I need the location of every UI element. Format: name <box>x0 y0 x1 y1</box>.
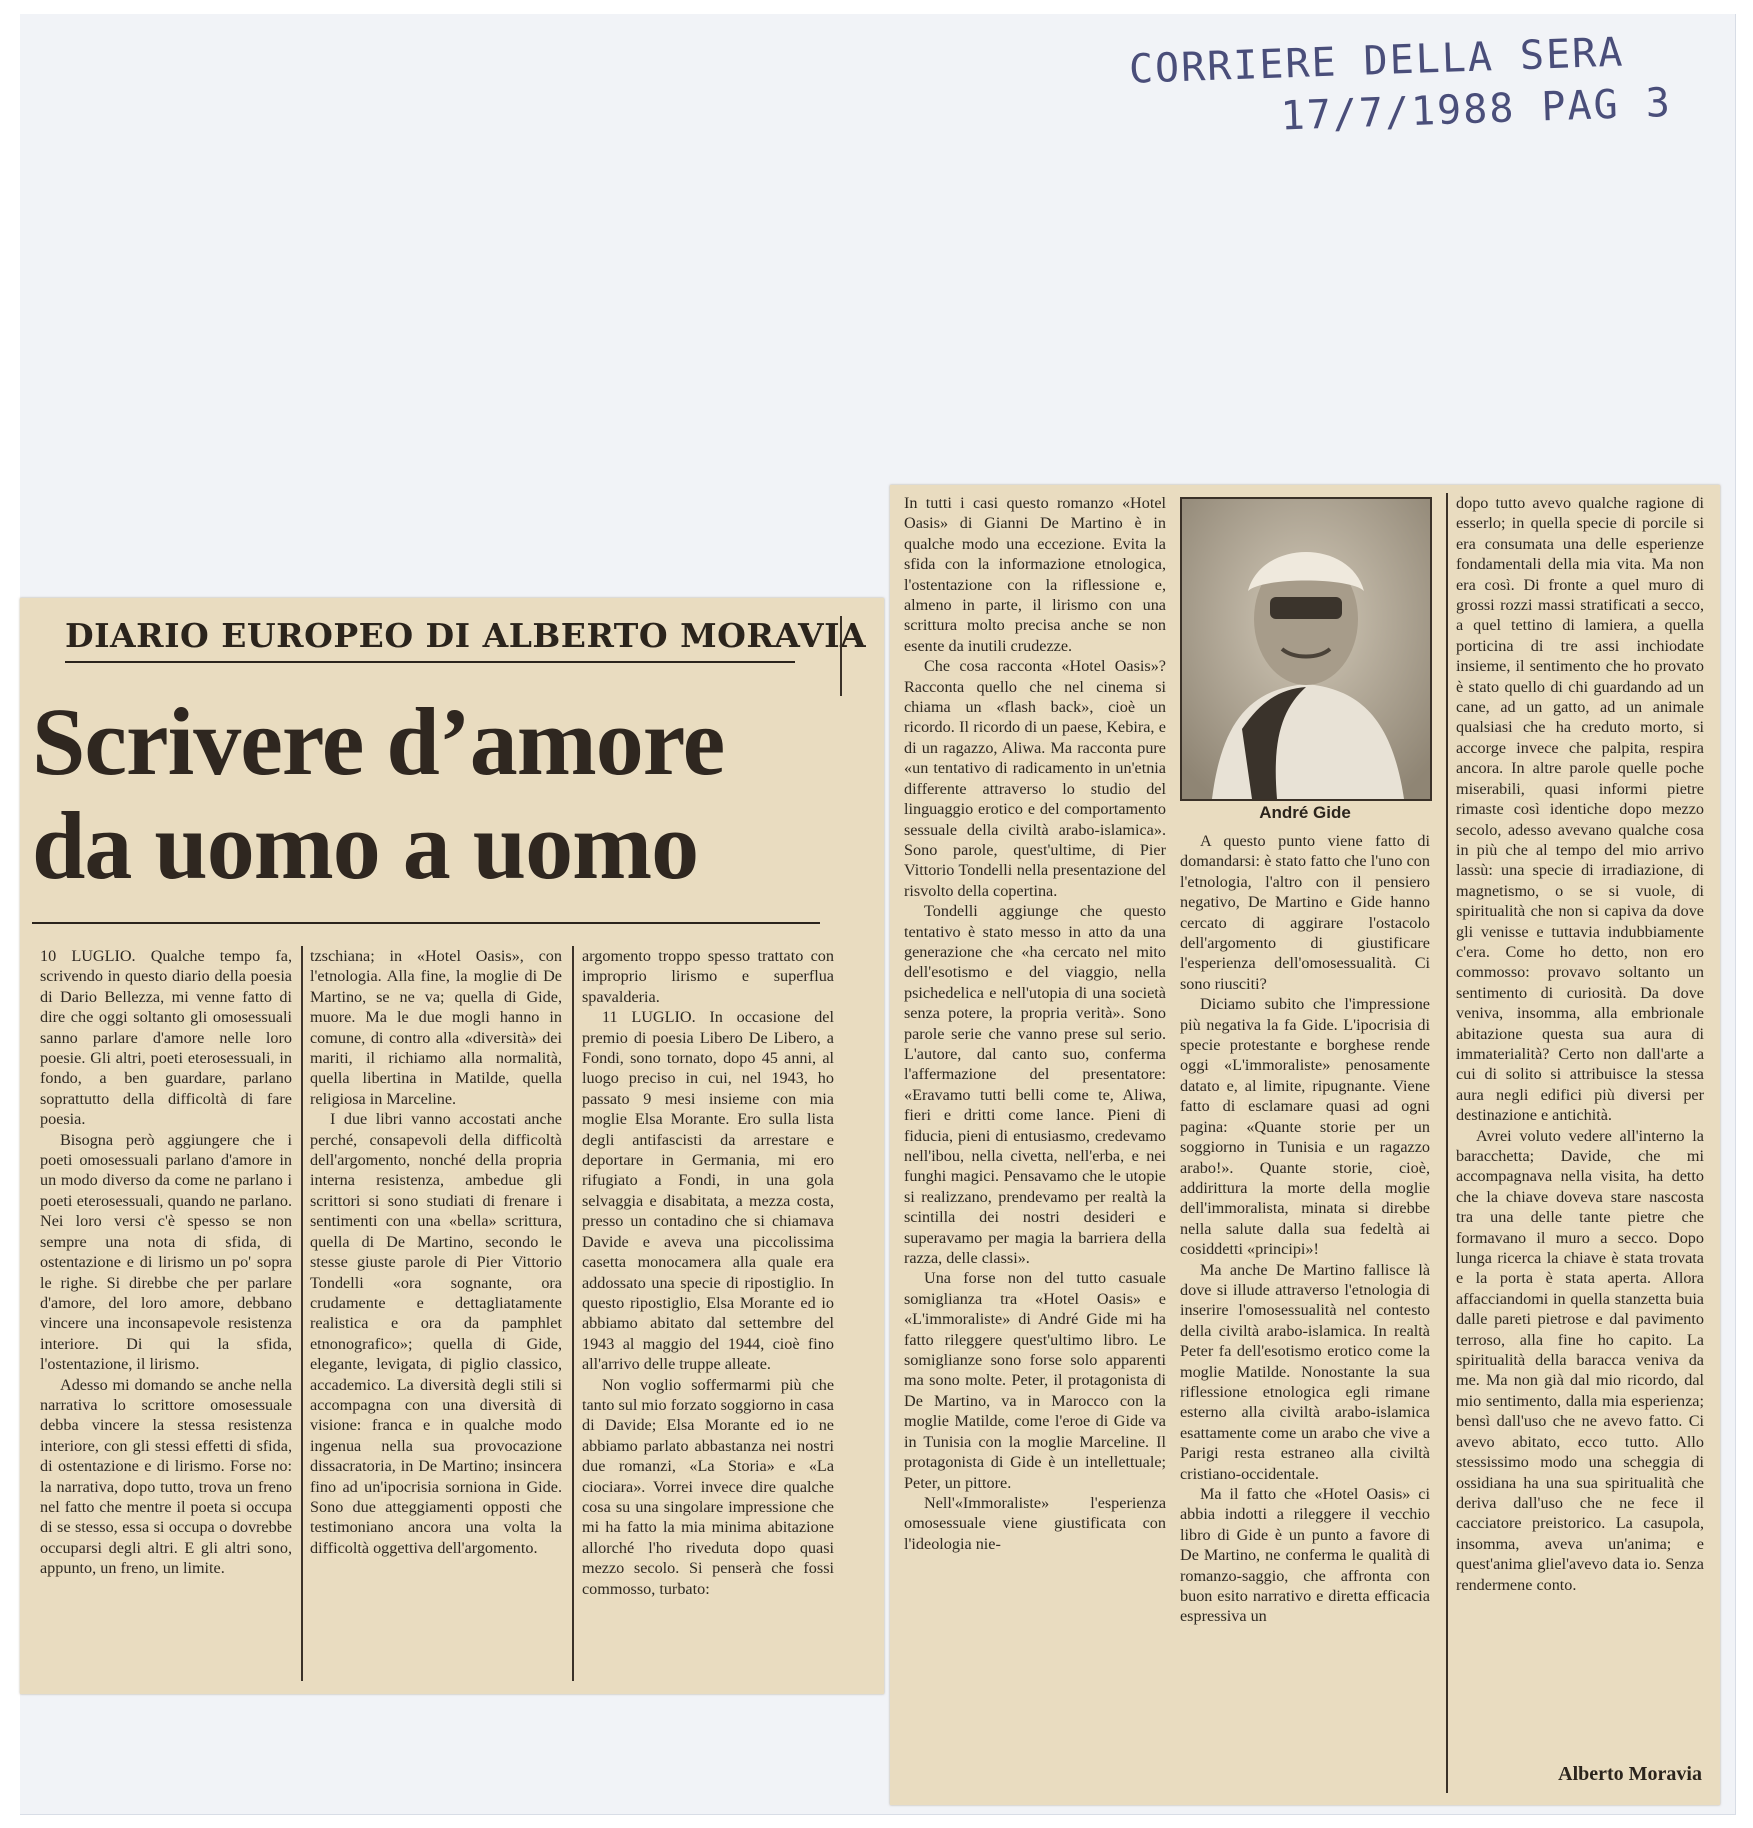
article-column-2 <box>310 946 562 1686</box>
portrait-photo <box>1180 497 1432 801</box>
paragraph: Bisogna però aggiungere che i poeti omosessuali parlano d'amore in un modo diverso da come ne parlano i poeti eterosessuali, quando ne parlano. Nei loro versi c'è spesso se non sempre una nota di sfida, di ostentazione e di lirismo un po' sopra le righe. Si direbbe che per parlare d'amore, del loro amore, debbano vincere una inconsapevole resistenza interiore. Di qui la sfida, l'ostentazione, il lirismo. <box>40 1130 292 1374</box>
paragraph: dopo tutto avevo qualche ragione di esserlo; in quella specie di porcile si era consumata una delle esperienze fondamentali della mia vita. Ma non era così. Di fronte a quel muro di grossi rozzi massi stratificati a secco, a quel tettino di lamiera, a quella porticina di tre assi inchiodate insieme, il sentimento che ho provato è stato quello di chi guardando ad un cane, ad un gatto, ad un animale qualsiasi che ha creduto morto, si accorge invece che palpita, respira ancora. In altre parole quelle poche miserabili, quasi informi pietre rimaste così identiche dopo mezzo secolo, adesso avevano qualche cosa in più che al tempo del mio arrivo lassù: una specie di irradiazione, di magnetismo, o se si vuole, di spiritualità che non si capiva da dove gli venisse e tuttavia indubbiamente c'era. Come ho detto, non ero commosso: provavo soltanto un sentimento di curiosità. Da dove veniva, insomma, alla embrionale abitazione questa sua aura di immaterialità? Certo non dall'arte a cui di solito si attribuisce la stessa aura negli edifici più diversi per destinazione e antichità. <box>1456 494 1704 1125</box>
headline-line-2: da uomo a uomo <box>32 792 699 899</box>
paragraph: Diciamo subito che l'impressione più negativa la fa Gide. L'ipocrisia di specie protestante e borghese rende oggi «L'immoraliste» penosamente datato e, al limite, ripugnante. Viene fatto di esclamare quasi ad ogni pagina: «Quante storie per un soggiorno in Tunisia e un ragazzo arabo!». Quante storie, cioè, addirittura la morte della moglie dell'immoralista, minata si direbbe nella salute dalla sua fedeltà ai cosiddetti «principi»! <box>1180 995 1430 1259</box>
paragraph: Tondelli aggiunge che questo tentativo è stato messo in atto da una generazione che «ha cercato nel mito dell'esotismo e del viaggio, nella psichedelica e nell'utopia di una società senza potere, la propria verità». Sono parole serie che vanno prese sul serio. L'autore, dal canto suo, conferma l'affermazione del presentatore: «Eravamo tutti belli come te, Aliwa, fieri e dritti come lance. Pieni di fiducia, pieni di entusiasmo, credevamo nell'ibou, nella civetta, nell'erba, e nei funghi magici. Pensavamo che le utopie si realizzano, prendevamo per realtà la scintilla dei nostri desideri e superavamo per magia la barriera della razza, delle classi». <box>904 902 1166 1268</box>
paragraph: 10 LUGLIO. Qualche tempo fa, scrivendo in questo diario della poesia di Dario Bellezza, mi venne fatto di dire che oggi soltanto gli omosessuali sanno parlare d'amore nelle loro poesie. Gli altri, poeti eterosessuali, in fondo, a ben guardare, parlano soprattutto della difficoltà di fare poesia. <box>40 947 292 1129</box>
article-headline <box>32 690 832 898</box>
paragraph: Ma anche De Martino fallisce là dove si illude attraverso l'etnologia di inserire l'omosessualità nel contesto della civiltà arabo-islamica. In realtà Peter fa dell'esotismo erotico come la moglie Matilde. Nonostante la sua riflessione etnologica egli rimane esterno alla civiltà arabo-islamica esattamente come un arabo che vive a Parigi resta estraneo alla civiltà cristiano-occidentale. <box>1180 1260 1430 1483</box>
photo-caption: André Gide <box>1259 803 1351 822</box>
article-column-6 <box>1456 493 1704 1758</box>
paragraph: 11 LUGLIO. In occasione del premio di poesia Libero De Libero, a Fondi, sono tornato, dopo 45 anni, al luogo preciso in cui, nel 1943, ho passato 9 mesi insieme con mia moglie Elsa Morante. Ero sulla lista degli antifascisti da arrestare e deportare in Germania, mi ero rifugiato a Fondi, in una gola selvaggia e disabitata, a mezza costa, presso un contadino che si chiamava Davide e aveva una piccolissima casetta monocamera alla quale era addossato una specie di ripostiglio. In questo ripostiglio, Elsa Morante ed io abbiamo abitato dal settembre del 1943 al maggio del 1944, cioè fino all'arrivo delle truppe alleate. <box>582 1008 834 1374</box>
paragraph: Ma il fatto che «Hotel Oasis» ci abbia indotti a rileggere il vecchio libro di Gide è un punto a favore di De Martino, ne conferma le qualità di romanzo-saggio, che affronta con buon esito narrativo e diretta efficacia espressiva un <box>1180 1485 1430 1626</box>
column-divider <box>301 946 303 1681</box>
column-divider <box>1446 493 1448 1793</box>
article-column-1 <box>40 946 292 1686</box>
column-rubric: DIARIO EUROPEO DI ALBERTO MORAVIA <box>65 616 795 663</box>
author-signature: Alberto Moravia <box>1558 1763 1702 1785</box>
headline-rule <box>32 922 820 924</box>
clipping-left <box>20 598 884 1694</box>
paragraph: A questo punto viene fatto di domandarsi: è stato fatto che l'uno con l'etnologia, l'altro con il pensiero negativo, De Martino e Gide hanno cercato di aggirare l'ostacolo dell'argomento di giustificare l'esperienza dell'omosessualità. Ci sono riusciti? <box>1180 832 1430 993</box>
paragraph: tzschiana; in «Hotel Oasis», con l'etnologia. Alla fine, la moglie di De Martino, se ne va; quella di Gide, muore. Ma le due mogli hanno in comune, di contro alla «diversità» dei mariti, il richiamo alla normalità, quella libertina in Matilde, quella religiosa in Marceline. <box>310 947 562 1108</box>
paragraph: Adesso mi domando se anche nella narrativa lo scrittore omosessuale debba vincere la stessa resistenza interiore, con gli stessi effetti di sfida, di ostentazione e di lirismo. Forse no: la narrativa, dopo tutto, trova un freno nel fatto che mentre il poeta si occupa di se stesso, essa si occupa o dovrebbe occuparsi degli altri. E gli altri sono, appunto, un freno, un limite. <box>40 1375 292 1578</box>
handwritten-date-page: 17/7/1988 PAG 3 <box>1279 79 1673 140</box>
paragraph: Che cosa racconta «Hotel Oasis»? Racconta quello che nel cinema si chiama un «flash back», cioè un ricordo. Il ricordo di un paese, Kebira, e di un ragazzo, Aliwa. Ma racconta pure «un tentativo di radicamento in un'etnia differente attraverso lo studio del linguaggio erotico e del comportamento sessuale della civiltà arabo-islamica». Sono parole, quest'ultime, di Pier Vittorio Tondelli nella presentazione del risvolto della copertina. <box>904 657 1166 900</box>
handwritten-source-note <box>1128 24 1692 163</box>
paragraph: Nell'«Immoraliste» l'esperienza omosessuale viene giustificata con l'ideologia nie- <box>904 1493 1166 1553</box>
paragraph: argomento troppo spesso trattato con improprio lirismo e superflua spavalderia. <box>582 947 834 1006</box>
paragraph: I due libri vanno accostati anche perché, consapevoli della difficoltà dell'argomento, nonché della propria interna resistenza, ambedue gli scrittori si sono studiati di frenare i sentimenti con una «bella» scrittura, quella di De Martino, secondo le stesse giuste parole di Pier Vittorio Tondelli «ora sognante, ora crudamente e dettagliatamente realistica e ora da pamphlet etnonografico»; quella di Gide, elegante, levigata, di piglio classico, accademico. La diversità degli stili si accompagna con una diversità di visione: franca e in qualche modo ingenua nella sua provocazione dissacratoria, in De Martino; insincera fino ad un'ipocrisia sorniona in Gide. Sono due atteggiamenti opposti che testimoniano ancora una volta la difficoltà oggettiva dell'argomento. <box>310 1110 562 1557</box>
article-column-5 <box>1180 831 1430 1801</box>
paragraph: Avrei voluto vedere all'interno la baracchetta; Davide, che mi accompagnava nella visita, ha detto che la chiave doveva stare nascosta tra una delle tante pietre che formavano il muro a secco. Dopo lunga ricerca la chiave è stata trovata e la porta è stata aperta. Allora affacciandomi in quella stanzetta buia dalle pareti pietrose e dal pavimento terroso, alla fine ho capito. La spiritualità della baracca veniva da me. Ma non già dal mio ricordo, dal mio sentimento, dalla mia esperienza; bensì dall'uso che ne avevo fatto. Ci avevo abitato, ecco tutto. Allo stessissimo modo una scheggia di ossidiana ha una sua spiritualità che deriva dall'uso che ne fece il cacciatore preistorico. La casupola, insomma, aveva un'anima; e quest'anima gliel'avevo data io. Senza rendermene conto. <box>1456 1126 1704 1594</box>
article-column-4 <box>904 493 1166 1801</box>
clipping-right <box>890 485 1720 1805</box>
article-column-3 <box>582 946 834 1686</box>
paragraph: Una forse non del tutto casuale somiglianza tra «Hotel Oasis» e «L'immoraliste» di André Gide mi ha fatto rileggere quest'ultimo libro. Le somiglianze sono forse solo apparenti ma sono molte. Peter, il protagonista di De Martino, va in Marocco con la moglie Matilde, come l'eroe di Gide va in Tunisia con la moglie Marceline. Il protagonista di Gide è un intellettuale; Peter, un pittore. <box>904 1269 1166 1492</box>
portrait-image <box>1182 499 1430 799</box>
paragraph: Non voglio soffermarmi più che tanto sul mio forzato soggiorno in casa di Davide; Elsa Morante ed io ne abbiamo parlato abbastanza nei nostri due romanzi, «La Storia» e «La ciociara». Vorrei invece dire qualche cosa su una singolare impressione che mi ha fatto la mia minima abitazione allorché l'ho riveduta dopo quasi mezzo secolo. Si penserà che fossi commosso, turbato: <box>582 1375 834 1598</box>
column-divider <box>572 946 574 1681</box>
paragraph: In tutti i casi questo romanzo «Hotel Oasis» di Gianni De Martino è in qualche modo una eccezione. Evita la sfida con la informazione etnologica, l'ostentazione con la riflessione e, almeno in parte, il lirismo con una scrittura molto precisa anche se non esente da inutili crudezze. <box>904 494 1166 655</box>
headline-line-1: Scrivere d’amore <box>32 688 725 795</box>
rubric-divider <box>840 616 842 696</box>
handwritten-newspaper-name: CORRIERE DELLA SERA <box>1128 29 1626 93</box>
